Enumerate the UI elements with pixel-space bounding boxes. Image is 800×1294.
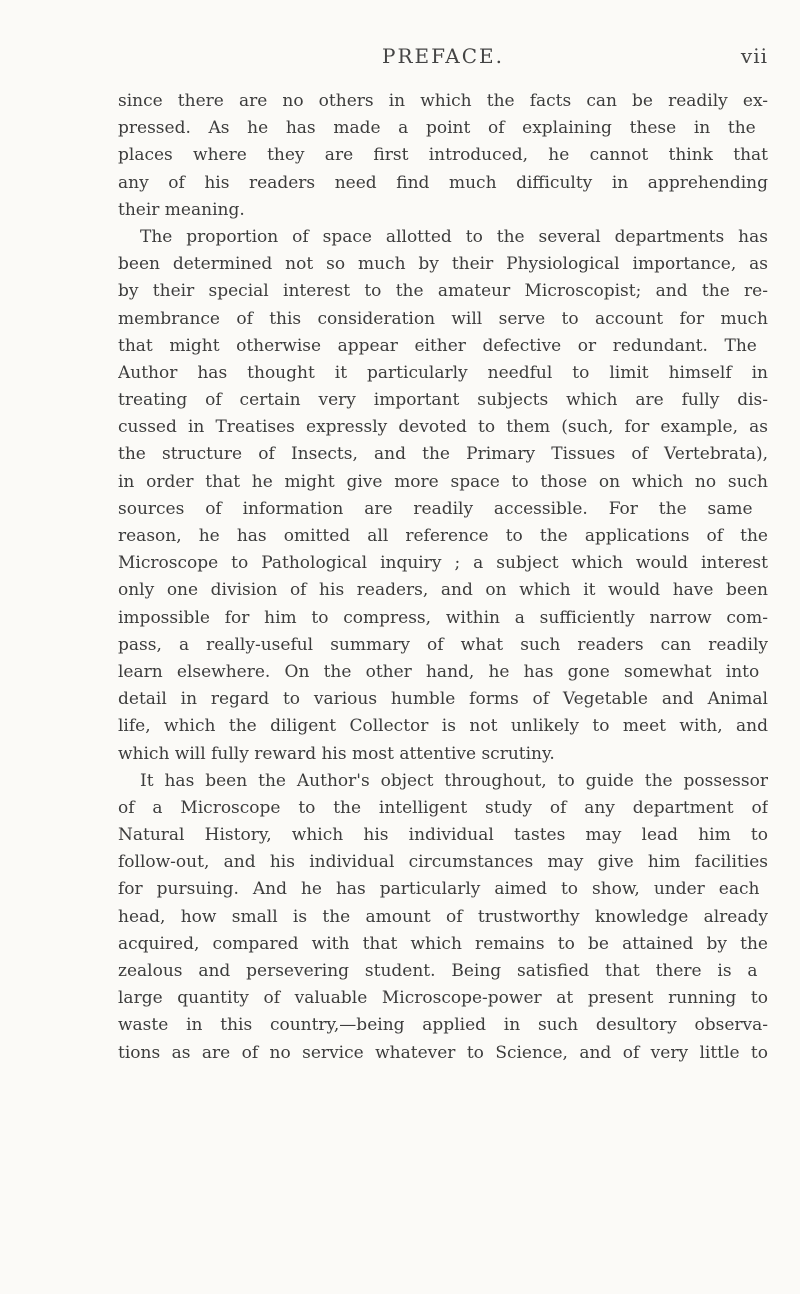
running-head bbox=[118, 44, 768, 74]
text-line: Natural History, which his individual tastes may lead him to bbox=[118, 825, 768, 846]
text-line: The proportion of space allotted to the several departments has bbox=[140, 226, 768, 247]
text-line: life, which the diligent Collector is not unlikely to meet with, and bbox=[118, 716, 768, 737]
text-line: impossible for him to compress, within a sufficiently narrow com- bbox=[118, 607, 768, 628]
text-line: large quantity of valuable Microscope-power at present running to bbox=[118, 988, 768, 1009]
text-line: of a Microscope to the intelligent study of any department of bbox=[118, 797, 768, 818]
text-line: zealous and persevering student. Being satisfied that there is a bbox=[118, 961, 758, 981]
text-line: the structure of Insects, and the Primary Tissues of Vertebrata), bbox=[118, 444, 768, 465]
text-line: cussed in Treatises expressly devoted to them (such, for example, as bbox=[118, 417, 768, 438]
text-line: any of his readers need find much difficulty in apprehending bbox=[118, 172, 768, 193]
text-line: for pursuing. And he has particularly aimed to show, under each bbox=[118, 879, 760, 900]
text-line: reason, he has omitted all reference to the applications of the bbox=[118, 526, 768, 546]
text-line: by their special interest to the amateur Microscopist; and the re- bbox=[118, 281, 768, 302]
text-line: learn elsewhere. On the other hand, he has gone somewhat into bbox=[118, 661, 760, 682]
text-line: in order that he might give more space to those on which no such bbox=[118, 471, 768, 492]
body-text bbox=[118, 88, 768, 1067]
text-line: sources of information are readily accessible. For the same bbox=[118, 498, 753, 519]
text-line: Author has thought it particularly needful to limit himself in bbox=[118, 362, 768, 383]
text-line: Microscope to Pathological inquiry ; a subject which would interest bbox=[118, 553, 768, 574]
text-line: detail in regard to various humble forms of Vegetable and Animal bbox=[118, 689, 768, 710]
text-line: which will fully reward his most attentive scrutiny. bbox=[118, 743, 555, 764]
text-line: that might otherwise appear either defective or redundant. The bbox=[118, 335, 757, 356]
page-number: vii bbox=[740, 44, 768, 68]
text-line: treating of certain very important subjects which are fully dis- bbox=[118, 390, 768, 411]
text-line: places where they are first introduced, he cannot think that bbox=[118, 145, 768, 166]
text-line: pass, a really-useful summary of what such readers can readily bbox=[118, 634, 768, 655]
text-line: tions as are of no service whatever to Science, and of very little to bbox=[118, 1042, 768, 1063]
text-line: pressed. As he has made a point of explaining these in the bbox=[118, 118, 756, 139]
text-line: acquired, compared with that which remains to be attained by the bbox=[118, 933, 768, 954]
running-title: PREFACE. bbox=[382, 44, 504, 68]
text-line: It has been the Author's object throughout, to guide the possessor bbox=[140, 770, 768, 791]
text-line: their meaning. bbox=[118, 199, 245, 220]
text-line: waste in this country,—being applied in such desultory observa- bbox=[118, 1015, 768, 1036]
text-line: only one division of his readers, and on which it would have been bbox=[118, 580, 768, 601]
text-line: head, how small is the amount of trustworthy knowledge already bbox=[118, 906, 768, 927]
text-line: been determined not so much by their Physiological importance, as bbox=[118, 254, 768, 275]
text-line: since there are no others in which the facts can be readily ex- bbox=[118, 91, 768, 111]
text-line: membrance of this consideration will serve to account for much bbox=[118, 308, 768, 329]
text-line: follow-out, and his individual circumstances may give him facilities bbox=[118, 852, 768, 873]
